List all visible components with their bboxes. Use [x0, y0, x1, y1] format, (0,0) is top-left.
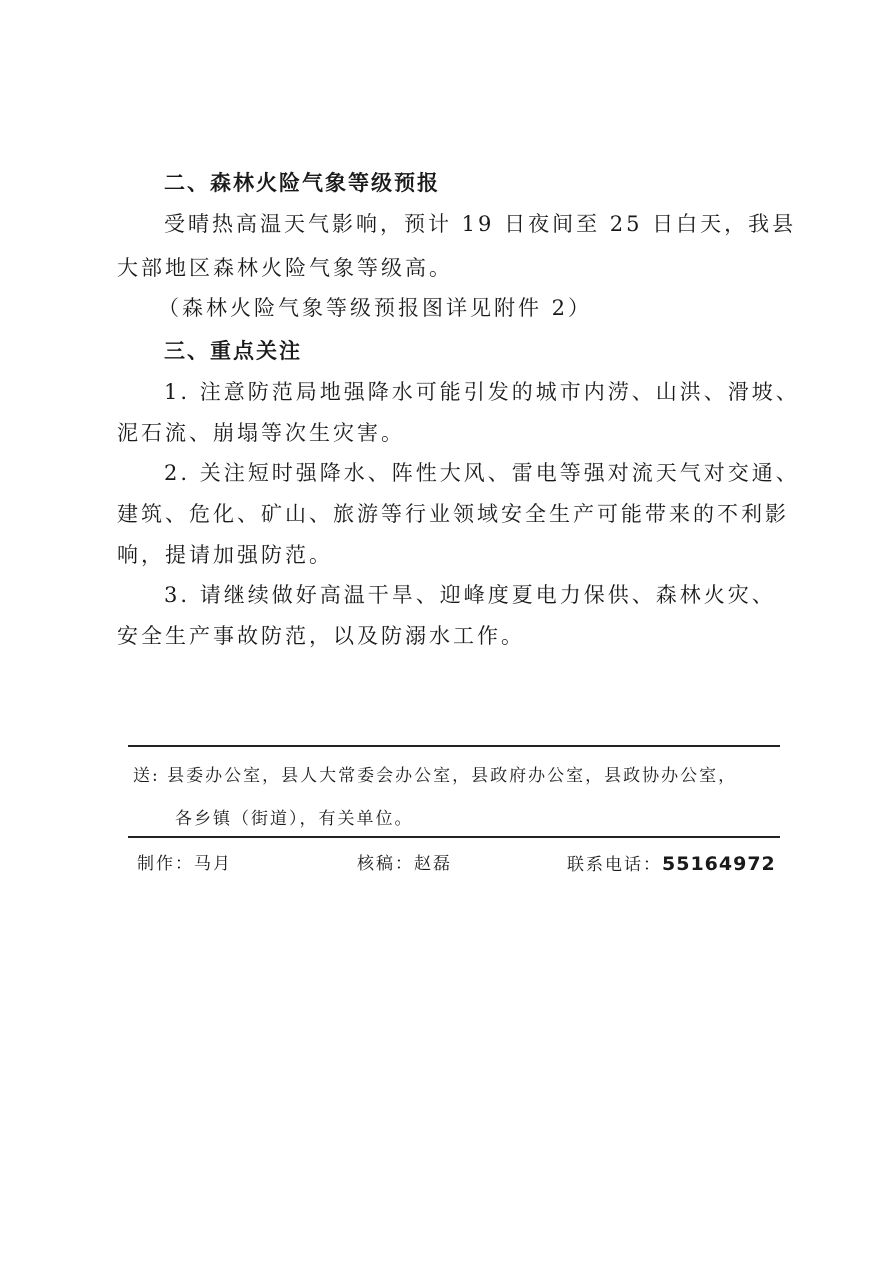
contact-phone [567, 852, 776, 877]
focus-item-3-line1: 3. 请继续做好高温干旱、迎峰度夏电力保供、森林火灾、 [164, 583, 776, 607]
focus-item-3-line2: 安全生产事故防范，以及防溺水工作。 [117, 624, 525, 648]
section2-heading: 二、森林火险气象等级预报 [164, 171, 440, 195]
focus-item-2-line1: 2. 关注短时强降水、阵性大风、雷电等强对流天气对交通、 [164, 461, 800, 485]
reviewer-name: 赵磊 [414, 854, 452, 874]
phone-number: 55164972 [662, 853, 776, 875]
contact-label: 联系电话： [567, 855, 662, 875]
producer-label: 制作： [137, 854, 194, 874]
focus-item-2-line2: 建筑、危化、矿山、旅游等行业领域安全生产可能带来的不利影 [117, 502, 789, 526]
section2-paragraph-line1: 受晴热高温天气影响，预计 19 日夜间至 25 日白天，我县 [164, 212, 797, 236]
section2-paragraph-line2: 大部地区森林火险气象等级高。 [117, 256, 453, 280]
focus-item-2-line3: 响，提请加强防范。 [117, 543, 333, 567]
reviewer-credit [357, 852, 452, 876]
section3-heading: 三、重点关注 [164, 339, 302, 363]
distribution-line1: 送: 县委办公室，县人大常委会办公室，县政府办公室，县政协办公室， [133, 766, 738, 786]
distribution-line2: 各乡镇（街道），有关单位。 [175, 809, 414, 829]
reviewer-label: 核稿： [357, 854, 414, 874]
focus-item-1-line2: 泥石流、崩塌等次生灾害。 [117, 421, 405, 445]
distribution-bottom-rule [128, 836, 780, 838]
section2-attachment-note: （森林火险气象等级预报图详见附件 2） [158, 296, 593, 320]
distribution-top-rule [128, 745, 780, 747]
producer-credit [137, 852, 232, 876]
producer-name: 马月 [194, 854, 232, 874]
focus-item-1-line1: 1. 注意防范局地强降水可能引发的城市内涝、山洪、滑坡、 [164, 380, 800, 404]
